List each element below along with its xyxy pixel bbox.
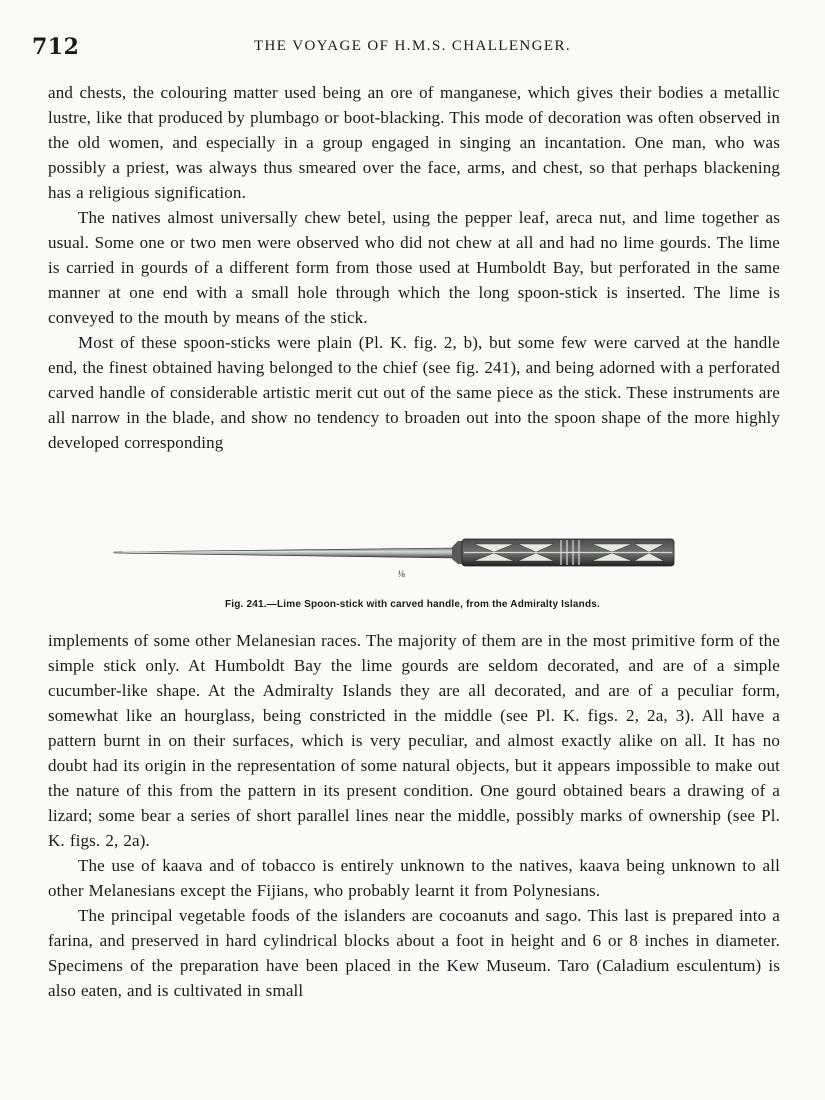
paragraph: implements of some other Melanesian races. The majority of them are in the most primitive form of the simple stick only. At Humboldt Bay the lime gourds are seldom decorated, and are of a simple cucumber-like shape. At the Admiralty Islands they are all decorated, and are of a peculiar form, somewhat like an hourglass, being constricted in the middle (see Pl. K. figs. 2, 2a, 3). All have a pattern burnt in on their surfaces, which is very peculiar, and almost exactly alike on all. It has no doubt had its origin in the representation of some natural objects, but it appears impossible to make out the nature of this from the pattern in its present condition. One gourd obtained bears a drawing of a lizard; some bear a series of short parallel lines near the middle, possibly marks of ownership (see Pl. K. figs. 2, 2a). [48,631,780,850]
lime-spoon-stick-illustration [112,530,678,570]
body-text-bottom [48,628,780,1003]
figure-caption: Fig. 241.—Lime Spoon-stick with carved handle, from the Admiralty Islands. [224,599,601,610]
paragraph: The use of kaava and of tobacco is entirely unknown to the natives, kaava being unknown to all other Melanesians except the Fijians, who probably learnt it from Polynesians. [48,856,780,900]
page-number: 712 [32,34,80,60]
paragraph: and chests, the colouring matter used being an ore of manganese, which gives their bodies a metallic lustre, like that produced by plumbago or boot-blacking. This mode of decoration was often observed in the old women, and especially in a group engaged in singing an incantation. One man, who was possibly a priest, was always thus smeared over the face, arms, and chest, so that perhaps blackening has a religious signification. [48,83,780,202]
scale-note: ⅛ [398,569,405,579]
page-header [0,34,825,60]
paragraph: Most of these spoon-sticks were plain (Pl. K. fig. 2, b), but some few were carved at the handle end, the finest obtained having belonged to the chief (see fig. 241), and being adorned with a perforated carved handle of considerable artistic merit cut out of the same piece as the stick. These instruments are all narrow in the blade, and show no tendency to broaden out into the spoon shape of the more highly developed corresponding [48,333,780,452]
figure-241 [0,530,825,615]
running-title: THE VOYAGE OF H.M.S. CHALLENGER. [253,38,572,54]
paragraph: The natives almost universally chew betel, using the pepper leaf, areca nut, and lime together as usual. Some one or two men were observed who did not chew at all and had no lime gourds. The lime is carried in gourds of a different form from those used at Humboldt Bay, but perforated in the same manner at one end with a small hole through which the long spoon-stick is inserted. The lime is conveyed to the mouth by means of the stick. [48,208,780,327]
stick-blade [114,548,457,558]
paragraph: The principal vegetable foods of the islanders are cocoanuts and sago. This last is prepared into a farina, and preserved in hard cylindrical blocks about a foot in height and 6 or 8 inches in diameter. Specimens of the preparation have been placed in the Kew Museum. Taro (Caladium esculentum) is also eaten, and is cultivated in small [48,906,780,1000]
body-text-top [48,80,780,455]
